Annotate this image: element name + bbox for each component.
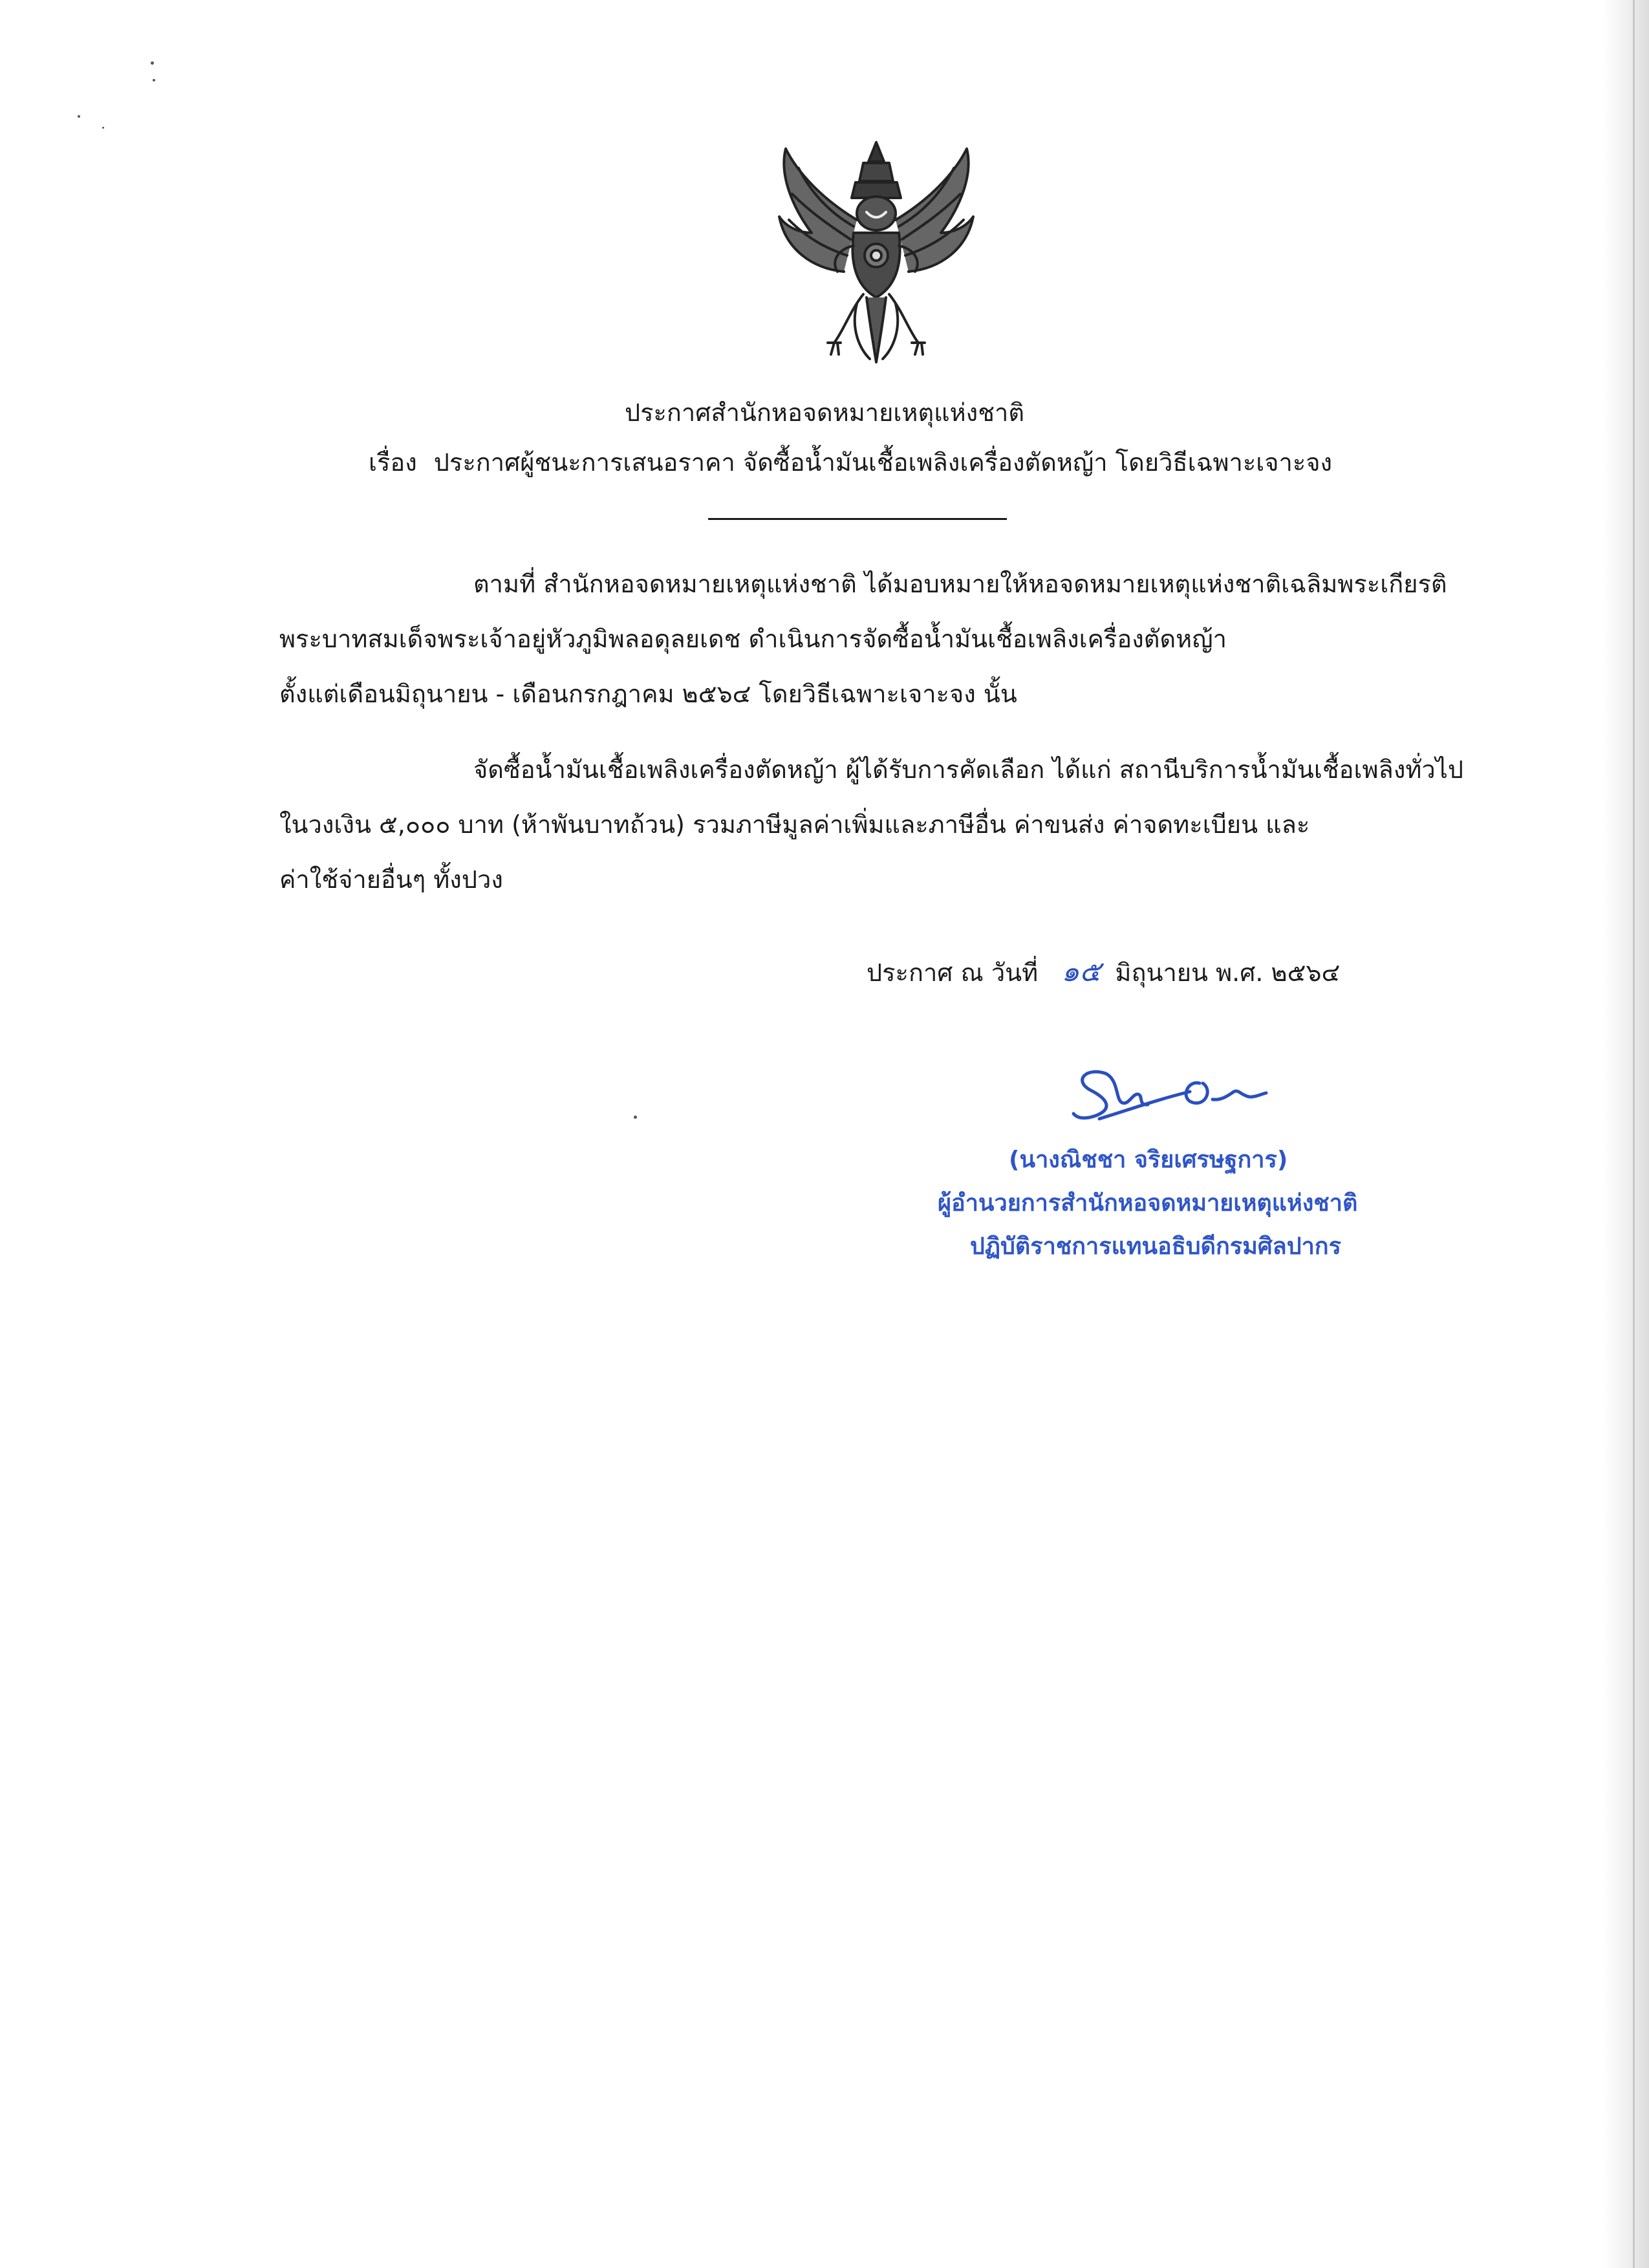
scan-edge-line xyxy=(1633,0,1635,2268)
paragraph-2-line-3: ค่าใช้จ่ายอื่นๆ ทั้งปวง xyxy=(279,865,503,894)
paragraph-1-line-2: พระบาทสมเด็จพระเจ้าอยู่หัวภูมิพลอดุลยเดช ดำเนินการจัดซื้อน้ำมันเชื้อเพลิงเครื่องตัดหญ้า xyxy=(279,625,1227,653)
date-prefix: ประกาศ ณ วันที่ xyxy=(867,958,1039,987)
paragraph-1-line-3: ตั้งแต่เดือนมิถุนายน - เดือนกรกฎาคม ๒๕๖๔ โดยวิธีเฉพาะเจาะจง นั้น xyxy=(279,680,1017,708)
title-separator xyxy=(708,518,1007,520)
scan-speck xyxy=(634,1116,637,1119)
scan-speck xyxy=(153,79,155,81)
paragraph-2-line-2: ในวงเงิน ๕,๐๐๐ บาท (ห้าพันบาทถ้วน) รวมภาษีมูลค่าเพิ่มและภาษีอื่น ค่าขนส่ง ค่าจดทะเบียน และ xyxy=(279,810,1310,839)
paragraph-2-line-1: จัดซื้อน้ำมันเชื้อเพลิงเครื่องตัดหญ้า ผู้ได้รับการคัดเลือก ได้แก่ สถานีบริการน้ำมันเชื้อเพลิงทั่วไป xyxy=(473,755,1464,784)
scan-speck xyxy=(102,127,104,129)
subject-label: เรื่อง xyxy=(369,448,417,477)
signatory-acting: ปฏิบัติราชการแทนอธิบดีกรมศิลปากร xyxy=(970,1233,1341,1260)
subject-text: ประกาศผู้ชนะการเสนอราคา จัดซื้อน้ำมันเชื้อเพลิงเครื่องตัดหญ้า โดยวิธีเฉพาะเจาะจง xyxy=(433,448,1333,477)
paragraph-1-line-1: ตามที่ สำนักหอจดหมายเหตุแห่งชาติ ได้มอบหมายให้หอจดหมายเหตุแห่งชาติเฉลิมพระเกียรติ xyxy=(473,570,1447,598)
date-month-year: มิถุนายน พ.ศ. ๒๕๖๔ xyxy=(1115,958,1341,987)
garuda-emblem-icon xyxy=(773,136,980,369)
document-title: ประกาศสำนักหอจดหมายเหตุแห่งชาติ xyxy=(624,398,1025,427)
subject-line xyxy=(369,446,1332,479)
scan-edge-shadow xyxy=(1604,0,1649,2268)
signatory-name: (นางณิชชา จริยเศรษฐการ) xyxy=(1009,1147,1288,1173)
scan-speck xyxy=(151,61,154,65)
handwritten-signature-icon xyxy=(1061,1054,1293,1138)
announcement-date xyxy=(867,956,1340,989)
date-day: ๑๕ xyxy=(1061,955,1101,988)
signatory-position: ผู้อำนวยการสำนักหอจดหมายเหตุแห่งชาติ xyxy=(938,1190,1358,1216)
scan-speck xyxy=(78,115,80,118)
